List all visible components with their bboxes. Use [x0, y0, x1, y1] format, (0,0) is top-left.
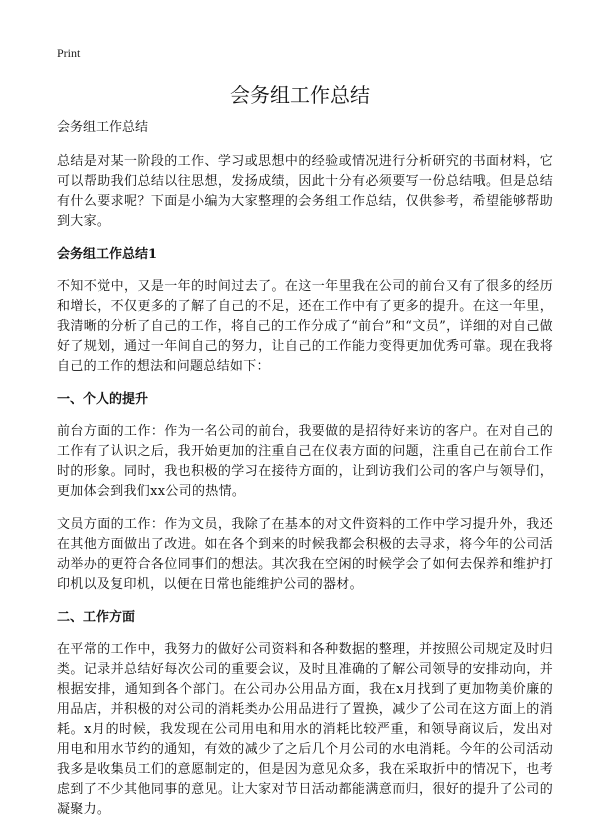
document-subtitle: 会务组工作总结: [57, 120, 149, 135]
intro-paragraph: 总结是对某一阶段的工作、学习或思想中的经验或情况进行分析研究的书面材料，它可以帮助我们总结以往思想，发扬成绩，因此十分有必须要写一份总结哦。但是总结有什么要求呢？下面是小编为大家整理的会务组工作总结，仅供参考，希望能够帮助到大家。: [57, 154, 553, 229]
part1-heading: 一、个人的提升: [57, 392, 149, 407]
section1-paragraph: 不知不觉中，又是一年的时间过去了。在这一年里我在公司的前台又有了很多的经历和增长，不仅更多的了解了自己的不足，还在工作中有了更多的提升。在这一年里，我清晰的分析了自己的工作，将自己的工作分成了“前台”和“文员”，详细的对自己做好了规划，通过一年间自己的努力，让自己的工作能力变得更加优秀可靠。现在我将自己的工作的想法和问题总结如下：: [57, 279, 553, 374]
section1-heading: 会务组工作总结1: [57, 247, 158, 262]
document-body: [57, 118, 553, 833]
part1-paragraph-2: 文员方面的工作：作为文员，我除了在基本的对文件资料的工作中学习提升外，我还在其他方面做出了改进。如在各个到来的时候我都会积极的去寻求，将今年的公司活动举办的更符合各位同事们的想法。其次我在空闲的时候学会了如何去保养和维护打印机以及复印机，以便在日常也能维护公司的器材。: [57, 517, 553, 592]
part2-heading: 二、工作方面: [57, 610, 136, 625]
part1-paragraph-1: 前台方面的工作：作为一名公司的前台，我要做的是招待好来访的客户。在对自己的工作有了认识之后，我开始更加的注重自己在仪表方面的问题，注重自己在前台工作时的形象。同时，我也积极的学习在接待方面的，让到访我们公司的客户与领导们，更加体会到我们xx公司的热情。: [57, 424, 553, 499]
part2-paragraph-1: 在平常的工作中，我努力的做好公司资料和各种数据的整理，并按照公司规定及时归类。记录并总结好每次公司的重要会议，及时且准确的了解公司领导的安排动向，并根据安排，通知到各个部门。在公司办公用品方面，我在x月找到了更加物美价廉的用品店，并积极的对公司的消耗类办公用品进行了置换，减少了公司在这方面上的消耗。x月的时候，我发现在公司用电和用水的消耗比较严重，和领导商议后，发出对用电和用水节约的通知，有效的减少了之后几个月公司的水电消耗。今年的公司活动我多是收集员工们的意愿制定的，但是因为意见众多，我在采取折中的情况下，也考虑到了不少其他同事的意见。让大家对节日活动都能满意而归，很好的提升了公司的凝聚力。: [57, 642, 553, 817]
page-title: 会务组工作总结: [230, 83, 370, 107]
print-link[interactable]: Print: [57, 46, 81, 60]
